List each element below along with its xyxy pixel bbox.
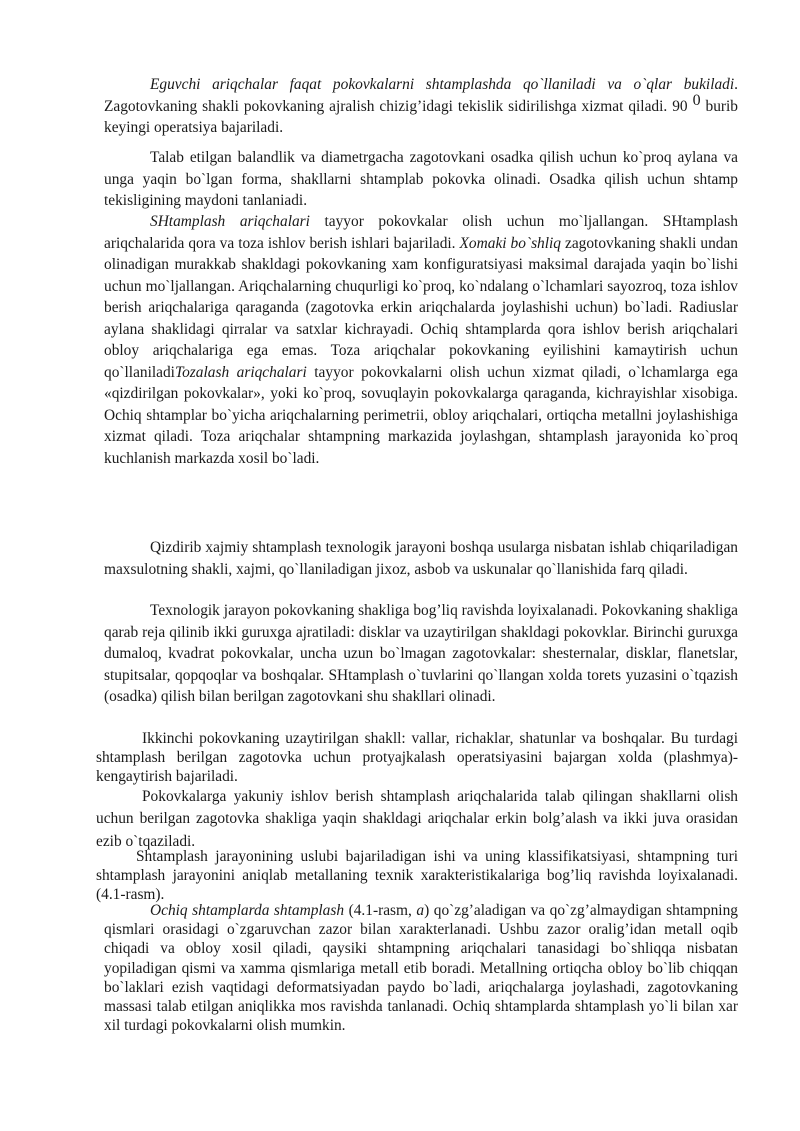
degree-superscript: 0	[692, 91, 701, 109]
paragraph-final-processing: Pokovkalarga yakuniy ishlov berish shtamplash ariqchalarida talab qilingan shakllarni olish uchun berilgan zagotovka shakliga yaqin shakldagi ariqchalar erkin bolg’alash va ikki juva orasidan ezib o`tqaziladi.	[96, 788, 738, 850]
paragraph-stamping-grooves: SHtamplash ariqchalari tayyor pokovkalar olish uchun mo`ljallangan. SHtamplash ariqchalarida qora va toza ishlov berish ishlari bajariladi. Xomaki bo`shliq zagotovkaning shakli undan olinadigan murakkab shakldagi pokovkaning xam konfiguratsiyasi maksimal darajada yaqin bo`lishi uchun mo`ljallangan. Ariqchalarning chuqurligi ko`proq, ko`ndalang o`lchamlari sayozroq, toza ishlov berish ariqchalariga qaraganda (zagotovka erkin ariqchalarda joylashishi uchun) bo`ladi. Radiuslar aylana shaklidagi qirralar va satxlar kichrayadi. Ochiq shtamplarda qora ishlov berish ariqchalari obloy ariqchalariga ega emas. Toza ariqchalar pokovkaning eyilishini kamaytirish uchun qo`llaniladiTozalash ariqchalari tayyor pokovkalarni olish uchun xizmat qiladi, o`lchamlarga ega «qizdirilgan pokovkalar», yoki ko`proq, sovuqlayin pokovkalarga qaraganda, kichrayishlar xisobiga. Ochiq shtamplar bo`yicha ariqchalarning perimetrii, obloy ariqchalari, ortiqcha metallni joylashishiga xizmat qiladi. Toza ariqchalar shtampning markazida joylashgan, shtamplash jarayonida ko`proq kuchlanish markazda xosil bo`ladi.	[104, 213, 738, 467]
italic-term: Ochiq shtamplarda shtamplash	[150, 902, 345, 919]
italic-term: a	[416, 902, 425, 919]
italic-term: Xomaki bo`shliq	[459, 234, 561, 252]
italic-term: Tozalash ariqchalari	[174, 363, 307, 381]
paragraph-stamping-method: Shtamplash jarayonining uslubi bajariladigan ishi va uning klassifikatsiyasi, shtampning turi shtamplash jarayonini aniqlab metallaning texnik xarakteristikalariga bog’liq ravishda loyixalanadi. (4.1-rasm).	[96, 848, 738, 904]
italic-term: Eguvchi ariqchalar faqat pokovkalarni shtamplashda qo`llaniladi va o`qlar bukiladi	[150, 76, 735, 93]
paragraph-bending-grooves: Eguvchi ariqchalar faqat pokovkalarni shtamplashda qo`llaniladi va o`qlar bukiladi. Zagotovkaning shakli pokovkaning ajralish chizig’idagi tekislik sidirilishga xizmat qiladi. 90 $^0$ burib keyingi operatsiya bajariladi.	[104, 76, 739, 136]
paragraph-technological-process: Texnologik jarayon pokovkaning shakliga bog’liq ravishda loyixalanadi. Pokovkaning shakliga qarab reja qilinib ikki guruxga ajratiladi: disklar va uzaytirilgan shakldagi pokovklar. Birinchi guruxga dumaloq, kvadrat pokovkalar, uncha uzun bo`lmagan zagotovkalar: shesternalar, disklar, flanetslar, stupitsalar, qopqoqlar va boshqalar. SHtamplash o`tuvlarini qo`llangan xolda torets yuzasini o`tqazish (osadka) qilish bilan berilgan zagotovkani shu shakllari olinadi.	[104, 602, 738, 705]
paragraph-upsetting: Talab etilgan balandlik va diametrgacha zagotovkani osadka qilish uchun ko`proq aylana va unga yaqin bo`lgan forma, shakllarni shtamplab pokovka olinadi. Osadka qilish uchun shtamp tekisligining maydoni tanlaniadi.	[104, 149, 738, 209]
paragraph-elongated-shapes: Ikkinchi pokovkaning uzaytirilgan shakll: vallar, richaklar, shatunlar va boshqalar. Bu turdagi shtamplash berilgan zagotovka uchun protyajkalash operatsiyasini bajargan xolda (plashmya)-kengaytirish bajariladi.	[96, 730, 738, 786]
paragraph-open-dies: Ochiq shtamplarda shtamplash (4.1-rasm, a) qo`zg’aladigan va qo`zg’almaydigan shtampning qismlari orasidagi o`zgaruvchan zazor bilan xarakterlanadi. Ushbu zazor oralig’idan metall oqib chiqadi va obloy xosil qiladi, qaysiki shtampning ariqchalari tanasidagi bo`shliqqa nisbatan yopiladigan qismi va xamma qismlariga metall etib boradi. Metallning ortiqcha obloy bo`lib chiqqan bo`laklari ezish vaqtidagi deformatsiyadan paydo bo`ladi, ariqchalarga joylashadi, zagotovkaning massasi talab etilgan aniqlikka mos ravishda tanlanadi. Ochiq shtamplarda shtamplash yo`li bilan xar xil turdagi pokovkalarni olish mumkin.	[104, 902, 738, 1035]
paragraph-hot-stamping: Qizdirib xajmiy shtamplash texnologik jarayoni boshqa usularga nisbatan ishlab chiqariladigan maxsulotning shakli, xajmi, qo`llaniladigan jixoz, asbob va uskunalar qo`llanishida farq qiladi.	[104, 539, 738, 578]
italic-term: SHtamplash ariqchalari	[150, 213, 310, 230]
